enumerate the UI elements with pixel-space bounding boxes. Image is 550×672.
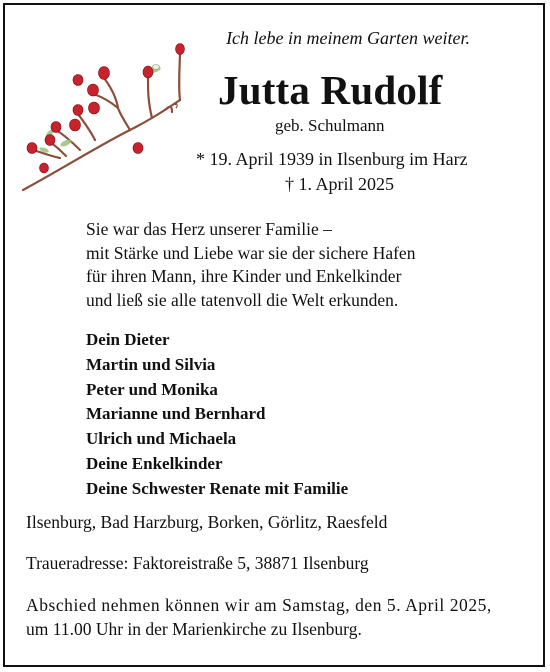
mourner-places: Ilsenburg, Bad Harzburg, Borken, Görlitz, Raesfeld: [26, 512, 388, 532]
birth-date: * 19. April 1939 in Ilsenburg im Harz: [196, 149, 468, 169]
mourner-entry: Deine Schwester Renate mit Familie: [86, 478, 349, 498]
rosehip-branch-icon: [20, 40, 200, 200]
mourner-entry: Peter und Monika: [86, 379, 218, 399]
death-date: † 1. April 2025: [285, 174, 395, 194]
farewell-info: [26, 594, 526, 641]
verse-line: Sie war das Herz unserer Familie –: [86, 219, 332, 239]
mourner-entry: Martin und Silvia: [86, 354, 216, 374]
farewell-line: Abschied nehmen können wir am Samstag, den 5. April 2025,: [26, 595, 492, 615]
mourner-entry: Dein Dieter: [86, 330, 170, 349]
deceased-name: Jutta Rudolf: [218, 67, 443, 113]
memorial-verse: [86, 218, 415, 312]
mourner-entry: Ulrich und Michaela: [86, 429, 237, 449]
mourner-entry: Marianne und Bernhard: [86, 404, 266, 424]
verse-line: mit Stärke und Liebe war sie der sichere Hafen: [86, 242, 416, 263]
motto: Ich lebe in meinem Garten weiter.: [226, 28, 470, 48]
farewell-line: um 11.00 Uhr in der Marienkirche zu Ilsenburg.: [26, 618, 362, 639]
maiden-name: geb. Schulmann: [275, 116, 385, 135]
mourning-address: Traueradresse: Faktoreistraße 5, 38871 Ilsenburg: [26, 553, 369, 573]
mourner-entry: Deine Enkelkinder: [86, 453, 223, 473]
verse-line: und ließ sie alle tatenvoll die Welt erkunden.: [86, 289, 399, 310]
mourners-list: [86, 328, 348, 502]
verse-line: für ihren Mann, ihre Kinder und Enkelkinder: [86, 266, 402, 287]
